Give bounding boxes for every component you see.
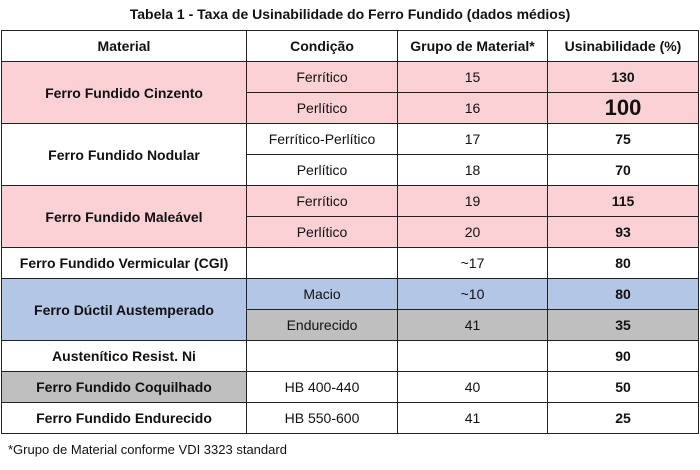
- table-row: [2, 248, 699, 279]
- material-cell: Ferro Fundido Cinzento: [2, 62, 247, 124]
- material-cell: Ferro Fundido Maleável: [2, 186, 247, 248]
- material-cell: Austenítico Resist. Ni: [2, 341, 247, 372]
- table-row: [2, 341, 699, 372]
- condition-cell: HB 550-600: [247, 403, 398, 434]
- group-cell: 15: [398, 62, 548, 93]
- table-row: [2, 279, 699, 310]
- machinability-cell: 90: [548, 341, 699, 372]
- header-machinability: Usinabilidade (%): [548, 31, 699, 62]
- material-cell: Ferro Fundido Vermicular (CGI): [2, 248, 247, 279]
- group-cell: ~10: [398, 279, 548, 310]
- table-row: [2, 124, 699, 155]
- table-row: [2, 62, 699, 93]
- condition-cell: Ferrítico: [247, 186, 398, 217]
- footnote: *Grupo de Material conforme VDI 3323 standard: [8, 442, 287, 457]
- condition-cell: [247, 341, 398, 372]
- machinability-cell: 115: [548, 186, 699, 217]
- header-group: Grupo de Material*: [398, 31, 548, 62]
- machinability-cell: 70: [548, 155, 699, 186]
- condition-cell: Ferrítico: [247, 62, 398, 93]
- machinability-cell: 75: [548, 124, 699, 155]
- machinability-cell: 35: [548, 310, 699, 341]
- header-material: Material: [2, 31, 247, 62]
- group-cell: 41: [398, 310, 548, 341]
- condition-cell: Ferrítico-Perlítico: [247, 124, 398, 155]
- condition-cell: HB 400-440: [247, 372, 398, 403]
- condition-cell: [247, 248, 398, 279]
- machinability-table: [1, 30, 699, 434]
- material-cell: Ferro Fundido Coquilhado: [2, 372, 247, 403]
- table-row: [2, 186, 699, 217]
- condition-cell: Macio: [247, 279, 398, 310]
- group-cell: 17: [398, 124, 548, 155]
- group-cell: [398, 341, 548, 372]
- machinability-cell: 80: [548, 248, 699, 279]
- condition-cell: Perlítico: [247, 155, 398, 186]
- machinability-cell: 25: [548, 403, 699, 434]
- group-cell: 16: [398, 93, 548, 124]
- group-cell: ~17: [398, 248, 548, 279]
- material-cell: Ferro Dúctil Austemperado: [2, 279, 247, 341]
- group-cell: 20: [398, 217, 548, 248]
- machinability-cell: 50: [548, 372, 699, 403]
- group-cell: 40: [398, 372, 548, 403]
- machinability-cell: 130: [548, 62, 699, 93]
- group-cell: 19: [398, 186, 548, 217]
- condition-cell: Endurecido: [247, 310, 398, 341]
- material-cell: Ferro Fundido Nodular: [2, 124, 247, 186]
- table-row: [2, 372, 699, 403]
- condition-cell: Perlítico: [247, 217, 398, 248]
- machinability-cell: 93: [548, 217, 699, 248]
- header-row: [2, 31, 699, 62]
- group-cell: 41: [398, 403, 548, 434]
- group-cell: 18: [398, 155, 548, 186]
- machinability-cell: 80: [548, 279, 699, 310]
- condition-cell: Perlítico: [247, 93, 398, 124]
- table-title: Tabela 1 - Taxa de Usinabilidade do Ferro Fundido (dados médios): [129, 6, 571, 22]
- machinability-cell: 100: [548, 93, 699, 124]
- header-condition: Condição: [247, 31, 398, 62]
- table-row: [2, 403, 699, 434]
- material-cell: Ferro Fundido Endurecido: [2, 403, 247, 434]
